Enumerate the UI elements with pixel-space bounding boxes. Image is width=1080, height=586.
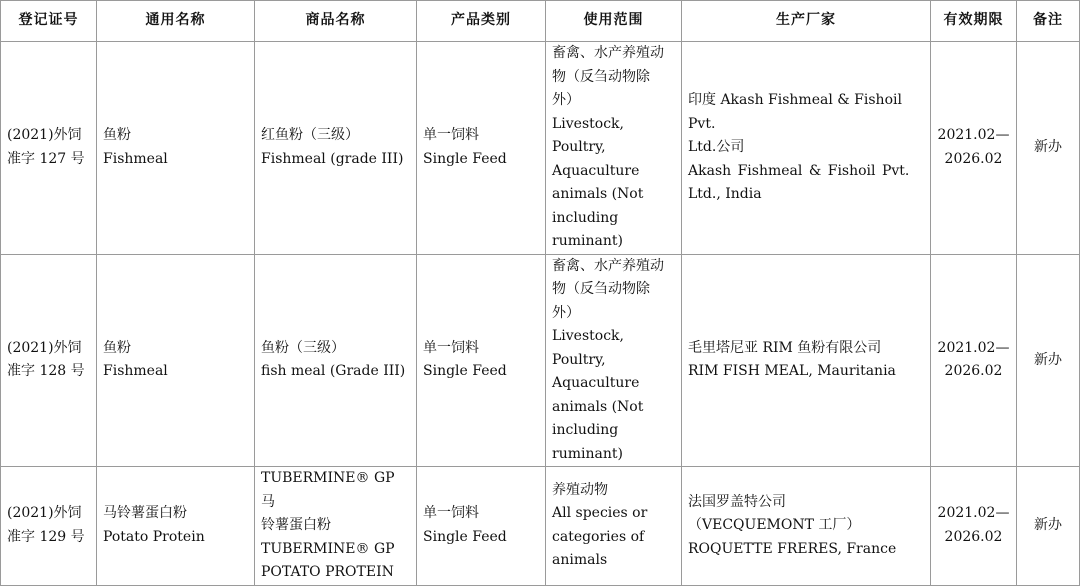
generic-name-cell (97, 467, 255, 586)
scope-line: All species or (552, 505, 648, 522)
scope-line: ruminant) (552, 233, 623, 249)
note-cell: 新办 (1017, 467, 1080, 586)
scope-line: Livestock, Poultry, (552, 115, 624, 155)
manufacturer-cell (682, 467, 931, 586)
reg-no-line: 准字 129 号 (7, 528, 85, 545)
validity-cell (931, 467, 1017, 586)
trade-name-line: 铃薯蛋白粉 (261, 517, 331, 533)
trade-name-line: 鱼粉（三级） (261, 339, 345, 356)
reg-no-line: (2021)外饲 (7, 505, 82, 522)
manufacturer-line: Akash Fishmeal & Fishoil Pvt. (688, 162, 910, 179)
table-row (1, 254, 1080, 467)
trade-name-cell (255, 467, 417, 586)
trade-name-line: fish meal (Grade III) (261, 363, 406, 380)
manufacturer-line: 毛里塔尼亚 RIM 鱼粉有限公司 (688, 339, 882, 356)
generic-name-cn: 鱼粉 (103, 127, 131, 144)
scope-line: animals (552, 552, 608, 569)
scope-line: 外） (552, 92, 580, 108)
scope-line: 外） (552, 304, 580, 321)
generic-name-en: Fishmeal (103, 363, 168, 380)
manufacturer-line: （VECQUEMONT 工厂） (688, 517, 861, 533)
header-manufacturer: 生产厂家 (682, 1, 931, 42)
validity-end: 2026.02 (944, 528, 1003, 545)
reg-no-line: 准字 127 号 (7, 150, 85, 167)
scope-line: categories of (552, 528, 645, 545)
scope-cell (546, 467, 682, 586)
generic-name-cell (97, 42, 255, 255)
header-trade-name: 商品名称 (255, 1, 417, 42)
category-cell (417, 42, 546, 255)
header-category: 产品类别 (417, 1, 546, 42)
generic-name-en: Potato Protein (103, 528, 205, 545)
scope-line: animals (Not (552, 398, 644, 415)
manufacturer-cell (682, 42, 931, 255)
validity-cell (931, 42, 1017, 255)
reg-no-line: (2021)外饲 (7, 339, 82, 356)
category-cell (417, 467, 546, 586)
trade-name-line: 红鱼粉（三级） (261, 127, 359, 144)
trade-name-line: Fishmeal (grade III) (261, 150, 404, 167)
scope-line: Aquaculture (552, 162, 640, 179)
validity-start: 2021.02— (937, 505, 1010, 522)
reg-no-cell (1, 467, 97, 586)
header-validity: 有效期限 (931, 1, 1017, 42)
header-scope: 使用范围 (546, 1, 682, 42)
trade-name-cell (255, 254, 417, 467)
manufacturer-line: Ltd., India (688, 186, 762, 202)
scope-line: 畜禽、水产养殖动 (552, 45, 664, 61)
table-row (1, 467, 1080, 586)
scope-line: 物（反刍动物除 (552, 281, 650, 297)
header-row (1, 1, 1080, 42)
trade-name-line: TUBERMINE® GP (261, 540, 395, 557)
validity-start: 2021.02— (937, 339, 1010, 356)
category-cn: 单一饲料 (423, 505, 479, 522)
category-cell (417, 254, 546, 467)
scope-line: including (552, 209, 619, 226)
manufacturer-line: RIM FISH MEAL, Mauritania (688, 363, 896, 380)
note-cell: 新办 (1017, 254, 1080, 467)
scope-line: Aquaculture (552, 375, 640, 391)
category-en: Single Feed (423, 150, 507, 167)
validity-start: 2021.02— (937, 127, 1010, 144)
generic-name-cn: 马铃薯蛋白粉 (103, 505, 187, 522)
scope-line: 物（反刍动物除 (552, 68, 650, 85)
validity-cell (931, 254, 1017, 467)
reg-no-line: 准字 128 号 (7, 363, 85, 380)
table-row (1, 42, 1080, 255)
scope-line: 畜禽、水产养殖动 (552, 257, 664, 274)
category-en: Single Feed (423, 528, 507, 545)
category-cn: 单一饲料 (423, 339, 479, 356)
scope-line: Livestock, Poultry, (552, 328, 624, 368)
scope-line: animals (Not (552, 186, 644, 202)
reg-no-cell (1, 254, 97, 467)
trade-name-line: POTATO PROTEIN (261, 564, 394, 580)
scope-line: 养殖动物 (552, 481, 608, 498)
header-note: 备注 (1017, 1, 1080, 42)
header-generic-name: 通用名称 (97, 1, 255, 42)
note-cell: 新办 (1017, 42, 1080, 255)
manufacturer-line: ROQUETTE FRERES, France (688, 540, 897, 557)
reg-no-cell (1, 42, 97, 255)
header-reg-no: 登记证号 (1, 1, 97, 42)
generic-name-cell (97, 254, 255, 467)
generic-name-en: Fishmeal (103, 150, 168, 167)
manufacturer-line: Ltd.公司 (688, 139, 745, 155)
manufacturer-cell (682, 254, 931, 467)
reg-no-line: (2021)外饲 (7, 127, 82, 144)
trade-name-cell (255, 42, 417, 255)
category-cn: 单一饲料 (423, 127, 479, 144)
manufacturer-line: 印度 Akash Fishmeal & Fishoil Pvt. (688, 92, 902, 132)
scope-cell (546, 42, 682, 255)
generic-name-cn: 鱼粉 (103, 339, 131, 356)
scope-line: ruminant) (552, 445, 623, 462)
validity-end: 2026.02 (944, 150, 1003, 167)
manufacturer-line: 法国罗盖特公司 (688, 493, 786, 510)
validity-end: 2026.02 (944, 363, 1003, 380)
scope-line: including (552, 422, 619, 438)
category-en: Single Feed (423, 363, 507, 380)
trade-name-line: TUBERMINE® GP 马 (261, 470, 395, 510)
scope-cell (546, 254, 682, 467)
